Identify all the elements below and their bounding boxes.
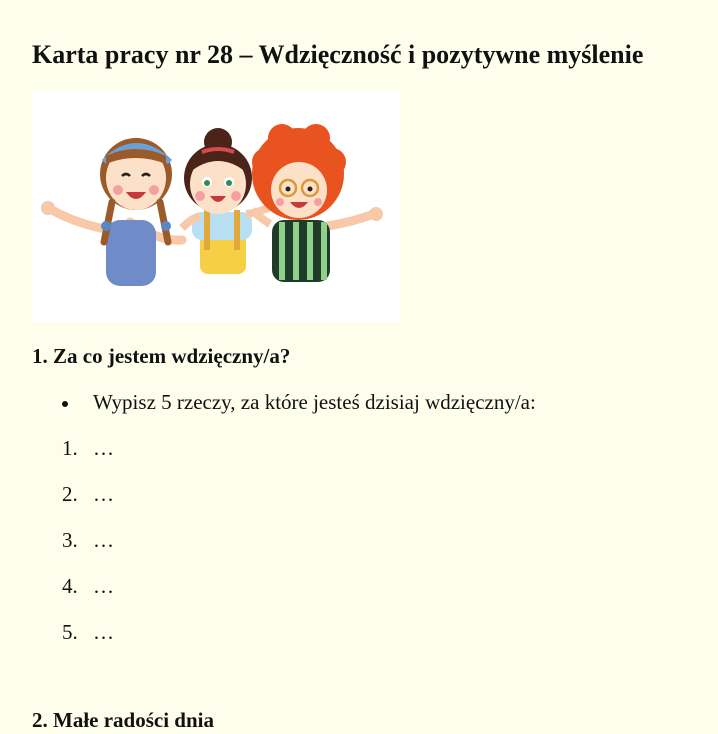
list-number: 3. bbox=[62, 528, 78, 552]
list-item bbox=[62, 574, 114, 599]
three-happy-children-illustration-icon bbox=[32, 92, 400, 322]
boy-right-figure bbox=[252, 124, 383, 282]
list-number: 5. bbox=[62, 620, 78, 644]
list-item-text: … bbox=[93, 528, 114, 552]
list-item-text: … bbox=[93, 436, 114, 460]
instruction-text: Wypisz 5 rzeczy, za które jesteś dzisiaj wdzięczny/a: bbox=[93, 390, 536, 414]
list-item bbox=[62, 436, 114, 461]
list-item-text: … bbox=[93, 620, 114, 644]
girl-left-figure bbox=[41, 138, 182, 286]
bullet-icon bbox=[62, 401, 68, 407]
section-1-heading: 1. Za co jestem wdzięczny/a? bbox=[32, 344, 291, 368]
children-illustration bbox=[32, 92, 400, 322]
list-item bbox=[62, 482, 114, 507]
list-number: 4. bbox=[62, 574, 78, 598]
section-2-heading: 2. Małe radości dnia bbox=[32, 708, 214, 732]
list-item-text: … bbox=[93, 482, 114, 506]
list-number: 1. bbox=[62, 436, 78, 460]
list-item bbox=[62, 620, 114, 645]
page-title: Karta pracy nr 28 – Wdzięczność i pozytywne myślenie bbox=[32, 40, 644, 69]
list-item-text: … bbox=[93, 574, 114, 598]
list-number: 2. bbox=[62, 482, 78, 506]
list-item bbox=[62, 528, 114, 553]
